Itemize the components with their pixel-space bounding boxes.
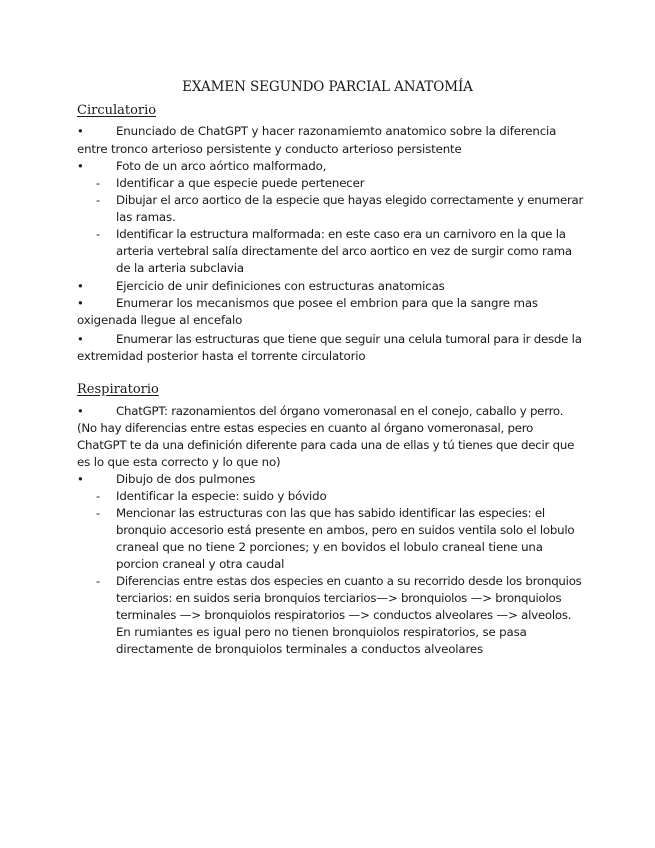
- bullet-marker: •: [77, 279, 84, 293]
- bullet-marker: •: [77, 472, 84, 486]
- list-item-text: Enumerar las estructuras que tiene que seguir una celula tumoral para ir desde la: [116, 332, 582, 346]
- list-item-text: extremidad posterior hasta el torrente circulatorio: [77, 349, 366, 363]
- dash-marker: -: [96, 506, 101, 520]
- bullet-marker: •: [77, 124, 84, 138]
- list-item-text: Enumerar los mecanismos que posee el embrion para que la sangre mas: [116, 296, 538, 310]
- list-item-text: oxigenada llegue al encefalo: [77, 313, 243, 327]
- list-item-text: de la arteria subclavia: [116, 261, 244, 275]
- list-item-text: Diferencias entre estas dos especies en cuanto a su recorrido desde los bronquios: [116, 574, 582, 588]
- dash-marker: -: [96, 574, 101, 588]
- bullet-marker: •: [77, 332, 84, 346]
- list-item-text: las ramas.: [116, 210, 176, 224]
- list-item-text: directamente de bronquiolos terminales a conductos alveolares: [116, 642, 484, 656]
- list-item-text: ChatGPT: razonamientos del órgano vomeronasal en el conejo, caballo y perro.: [116, 404, 564, 418]
- list-item-text: Identificar la especie: suido y bóvido: [116, 489, 327, 503]
- list-item-text: Identificar a que especie puede pertenecer: [116, 176, 365, 190]
- section-heading-respiratorio: Respiratorio: [77, 382, 159, 397]
- list-item-text: Foto de un arco aórtico malformado,: [116, 159, 327, 173]
- list-item-text: entre tronco arterioso persistente y conducto arterioso persistente: [77, 142, 462, 156]
- document-title: EXAMEN SEGUNDO PARCIAL ANATOMÍA: [182, 79, 473, 95]
- list-item-text: arteria vertebral salía directamente del arco aortico en vez de surgir como rama: [116, 244, 572, 258]
- list-item-text: porcion craneal y otra caudal: [116, 557, 285, 571]
- dash-marker: -: [96, 176, 101, 190]
- bullet-marker: •: [77, 159, 84, 173]
- list-item-text: Identificar la estructura malformada: en este caso era un carnivoro en la que la: [116, 227, 566, 241]
- list-item-text: terciarios: en suidos seria bronquios terciarios—> bronquiolos —> bronquiolos: [116, 591, 562, 605]
- list-item-text: ChatGPT te da una definición diferente para cada una de ellas y tú tienes que decir que: [77, 438, 575, 452]
- list-item-text: terminales —> bronquiolos respiratorios —> conductos alveolares —> alveolos.: [116, 608, 572, 622]
- list-item-text: (No hay diferencias entre estas especies en cuanto al órgano vomeronasal, pero: [77, 421, 534, 435]
- bullet-marker: •: [77, 404, 84, 418]
- list-item-text: Enunciado de ChatGPT y hacer razonamiemto anatomico sobre la diferencia: [116, 124, 557, 138]
- list-item-text: es lo que esta correcto y lo que no): [77, 455, 281, 469]
- dash-marker: -: [96, 489, 101, 503]
- list-item-text: Dibujo de dos pulmones: [116, 472, 256, 486]
- bullet-marker: •: [77, 296, 84, 310]
- list-item-text: bronquio accesorio está presente en ambos, pero en suidos ventila solo el lobulo: [116, 523, 575, 537]
- list-item-text: Mencionar las estructuras con las que has sabido identificar las especies: el: [116, 506, 545, 520]
- list-item-text: Ejercicio de unir definiciones con estructuras anatomicas: [116, 279, 445, 293]
- list-item-text: craneal que no tiene 2 porciones; y en bovidos el lobulo craneal tiene una: [116, 540, 543, 554]
- section-heading-circulatorio: Circulatorio: [77, 103, 157, 118]
- list-item-text: En rumiantes es igual pero no tienen bronquiolos respiratorios, se pasa: [116, 625, 527, 639]
- list-item-text: Dibujar el arco aortico de la especie que hayas elegido correctamente y enumerar: [116, 193, 584, 207]
- dash-marker: -: [96, 227, 101, 241]
- dash-marker: -: [96, 193, 101, 207]
